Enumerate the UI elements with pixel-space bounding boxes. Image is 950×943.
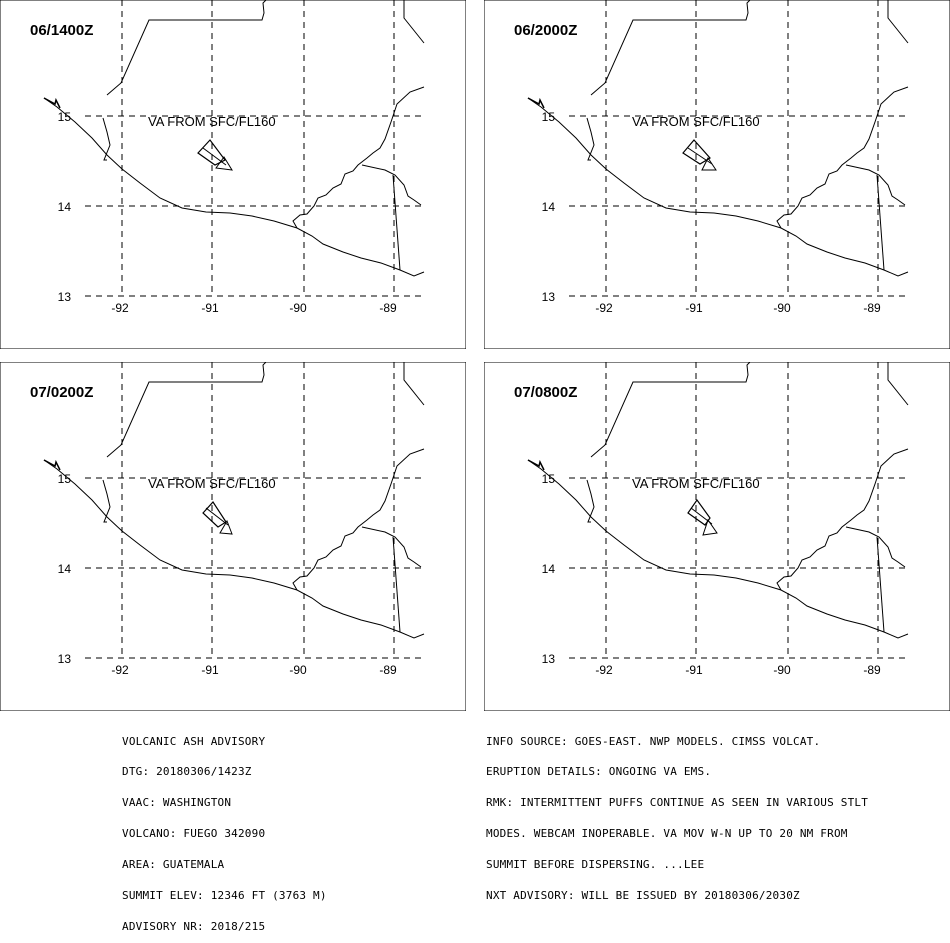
- country-border: [404, 0, 424, 43]
- advisory-number: ADVISORY NR: 2018/215: [122, 919, 266, 933]
- latitude-tick-label: 14: [57, 562, 71, 576]
- map-svg: [0, 0, 466, 349]
- advisory-area: AREA: GUATEMALA: [122, 858, 225, 872]
- advisory-volcano: VOLCANO: FUEGO 342090: [122, 827, 266, 841]
- volcano-marker-icon: [702, 158, 716, 170]
- forecast-time-label: 06/2000Z: [514, 22, 578, 39]
- advisory-eruption-details: ERUPTION DETAILS: ONGOING VA EMS.: [486, 765, 712, 779]
- advisory-summit-elev: SUMMIT ELEV: 12346 FT (3763 M): [122, 889, 327, 903]
- country-border: [362, 527, 421, 567]
- country-border: [103, 0, 266, 160]
- forecast-time-label: 07/0200Z: [30, 384, 94, 401]
- volcanic-ash-label: VA FROM SFC/FL160: [632, 114, 760, 129]
- latitude-tick-label: 13: [57, 652, 71, 666]
- forecast-time-label: 07/0800Z: [514, 384, 578, 401]
- volcano-marker-icon: [703, 520, 717, 535]
- country-border: [103, 362, 266, 522]
- latitude-tick-label: 13: [541, 652, 555, 666]
- country-border: [404, 362, 424, 405]
- longitude-tick-label: -89: [863, 301, 881, 315]
- longitude-tick-label: -92: [595, 663, 613, 677]
- forecast-panel-1: [0, 0, 466, 349]
- longitude-tick-label: -92: [595, 301, 613, 315]
- advisory-info-right: [486, 716, 868, 912]
- latitude-tick-label: 15: [541, 472, 555, 486]
- country-border: [587, 362, 750, 522]
- longitude-tick-label: -92: [111, 301, 129, 315]
- volcanic-ash-label: VA FROM SFC/FL160: [148, 114, 276, 129]
- country-border: [846, 165, 905, 205]
- forecast-panel-2: [484, 0, 950, 349]
- forecast-panel-4: [484, 362, 950, 711]
- longitude-tick-label: -89: [863, 663, 881, 677]
- ash-plume: [198, 140, 232, 170]
- advisory-info-left: [122, 716, 327, 943]
- latitude-tick-label: 15: [541, 110, 555, 124]
- latitude-tick-label: 15: [57, 472, 71, 486]
- map-svg: [0, 362, 466, 711]
- coastline-inlet: [44, 460, 60, 470]
- coastline-inlet: [528, 460, 544, 470]
- volcanic-ash-label: VA FROM SFC/FL160: [148, 476, 276, 491]
- forecast-time-label: 06/1400Z: [30, 22, 94, 39]
- advisory-dtg: DTG: 20180306/1423Z: [122, 765, 252, 779]
- country-border: [846, 527, 905, 567]
- country-border: [587, 0, 750, 160]
- latitude-tick-label: 13: [541, 290, 555, 304]
- longitude-tick-label: -90: [289, 663, 307, 677]
- longitude-tick-label: -89: [379, 301, 397, 315]
- ash-plume: [203, 502, 232, 534]
- advisory-title: VOLCANIC ASH ADVISORY: [122, 734, 266, 748]
- longitude-tick-label: -91: [201, 301, 219, 315]
- latitude-tick-label: 15: [57, 110, 71, 124]
- advisory-vaac: VAAC: WASHINGTON: [122, 796, 232, 810]
- latitude-tick-label: 14: [541, 562, 555, 576]
- coastline-inlet: [528, 98, 544, 108]
- advisory-remarks-1: RMK: INTERMITTENT PUFFS CONTINUE AS SEEN IN VARIOUS STLT: [486, 796, 869, 810]
- country-border: [888, 362, 908, 405]
- country-border: [293, 449, 424, 590]
- advisory-info-source: INFO SOURCE: GOES-EAST. NWP MODELS. CIMSS VOLCAT.: [486, 734, 821, 748]
- country-border: [777, 87, 908, 228]
- forecast-panel-3: [0, 362, 466, 711]
- longitude-tick-label: -91: [685, 663, 703, 677]
- advisory-remarks-2: MODES. WEBCAM INOPERABLE. VA MOV W-N UP TO 20 NM FROM: [486, 827, 848, 841]
- longitude-tick-label: -90: [289, 301, 307, 315]
- country-border: [293, 87, 424, 228]
- volcano-marker-icon: [220, 521, 232, 534]
- ash-cloud-polygon: [688, 500, 710, 525]
- volcanic-ash-label: VA FROM SFC/FL160: [632, 476, 760, 491]
- latitude-tick-label: 14: [57, 200, 71, 214]
- map-svg: [484, 362, 950, 711]
- longitude-tick-label: -92: [111, 663, 129, 677]
- coastline-inlet: [44, 98, 60, 108]
- longitude-tick-label: -90: [773, 301, 791, 315]
- longitude-tick-label: -91: [201, 663, 219, 677]
- country-border: [777, 449, 908, 590]
- country-border: [362, 165, 421, 205]
- ash-plume: [688, 500, 717, 535]
- longitude-tick-label: -90: [773, 663, 791, 677]
- advisory-next: NXT ADVISORY: WILL BE ISSUED BY 20180306/2030Z: [486, 889, 800, 903]
- longitude-tick-label: -91: [685, 301, 703, 315]
- latitude-tick-label: 14: [541, 200, 555, 214]
- map-svg: [484, 0, 950, 349]
- latitude-tick-label: 13: [57, 290, 71, 304]
- advisory-remarks-3: SUMMIT BEFORE DISPERSING. ...LEE: [486, 858, 705, 872]
- ash-cloud-hatch: [206, 508, 228, 525]
- ash-plume: [683, 140, 716, 170]
- country-border: [888, 0, 908, 43]
- longitude-tick-label: -89: [379, 663, 397, 677]
